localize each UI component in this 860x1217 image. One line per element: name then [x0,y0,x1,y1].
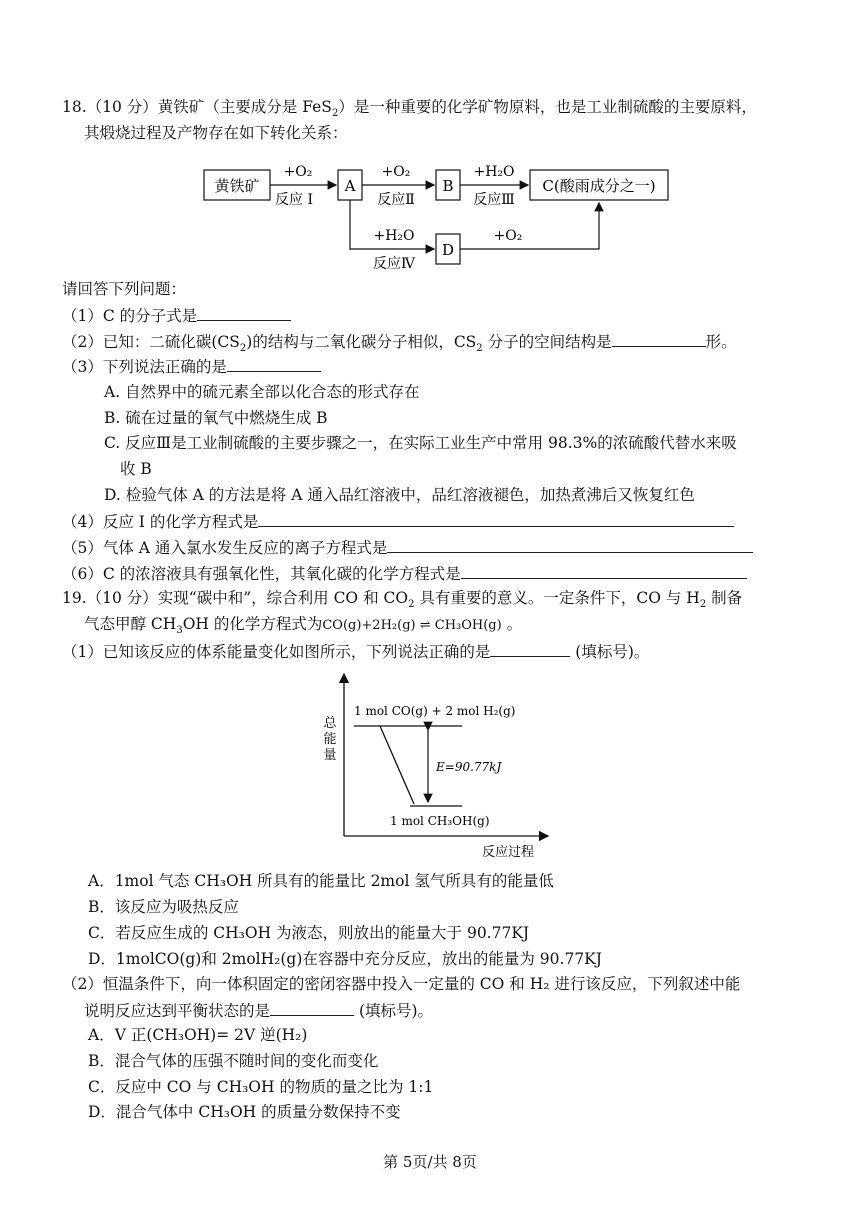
q18-prompt: 请回答下列问题： [62,280,187,298]
label-r2: 反应Ⅱ [377,192,415,208]
q18-part5: （5）气体 A 通入氯水发生反应的离子方程式是 [62,536,753,559]
q19-line2: 气态甲醇 $CH_3OH$ 的化学方程式为CO(g)+2H₂(g) ⇌ CH₃OH(g) 。 [84,615,523,637]
q19-2-option-d: D．混合气体中 CH₃OH 的质量分数保持不变 [88,1103,401,1121]
answer-blank [461,562,747,579]
box-d-label: D [441,241,455,259]
q18-option-a: A. 自然界中的硫元素全部以化合态的形式存在 [104,383,420,401]
q18-header: 18.（10 分）黄铁矿（主要成分是 FeS$_2$）是一种重要的化学矿物原料，也是工业制硫酸的主要原料， [62,98,757,120]
q18-option-b: B. 硫在过量的氧气中燃烧生成 B [104,409,328,427]
x-label: 反应过程 [481,845,535,860]
y-label-1: 总 [323,716,337,731]
label-h2o-2: +H₂O [373,228,415,244]
answer-blank [612,330,706,347]
q19-header: 19.（10 分）实现“碳中和”，综合利用 CO 和 $CO_2$ 具有重要的意义。一定条件下，CO 与 $H_2$ 制备 [62,589,743,611]
q18-option-c: C. 反应Ⅲ是工业制硫酸的主要步骤之一，在实际工业生产中常用 98.3%的浓硫酸代替水来吸 [104,434,737,452]
q19-1-option-c: C．若反应生成的 CH₃OH 为液态，则放出的能量大于 90.77KJ [88,924,530,942]
energy-diagram [310,668,570,864]
q19-part2-cont: 说明反应达到平衡状态的是 (填标号)。 [84,999,433,1022]
answer-blank [197,304,291,321]
q19-1-option-b: B．该反应为吸热反应 [88,898,239,916]
answer-blank [387,536,753,553]
label-r4: 反应Ⅳ [373,256,415,272]
q18-part6: （6）C 的浓溶液具有强氧化性，其氧化碳的化学方程式是 [62,562,747,585]
page-footer: 第 5页/共 8页 [383,1153,477,1171]
q19-2-option-a: A．V 正(CH₃OH)= 2V 逆(H₂) [88,1026,308,1044]
energy-label: E=90.77kJ [436,760,502,774]
box-b-label: B [442,177,454,195]
q19-2-option-b: B．混合气体的压强不随时间的变化而变化 [88,1052,379,1070]
box-c-label: C(酸雨成分之一) [542,177,656,195]
q18-option-c-cont: 收 B [120,460,152,478]
q18-flow-diagram [190,150,690,280]
q19-part2: （2）恒温条件下，向一体积固定的密闭容器中投入一定量的 CO 和 H₂ 进行该反应，下列叙述中能 [62,975,741,993]
answer-blank [258,510,734,527]
descent-line [380,726,414,804]
q19-part1: （1）已知该反应的体系能量变化如图所示，下列说法正确的是 (填标号)。 [62,640,649,663]
q18-part2: （2）已知：二硫化碳$(CS_2)$的结构与二氧化碳分子相似，$CS_2$ 分子的空间结构是 形。 [62,330,737,353]
q19-1-option-d: D．1molCO(g)和 2molH₂(g)在容器中充分反应，放出的能量为 90.77KJ [88,950,602,968]
q18-part1: （1）C 的分子式是 [62,304,291,327]
answer-blank [270,999,354,1016]
q18-intro: 其煅烧过程及产物存在如下转化关系： [84,124,348,142]
label-o2-2: +O₂ [381,164,411,180]
q18-part4: （4）反应 I 的化学方程式是 [62,510,734,533]
q19-2-option-c: C．反应中 CO 与 CH₃OH 的物质的量之比为 1:1 [88,1078,434,1096]
y-label-2: 能 [323,732,337,747]
label-o2-3: +O₂ [493,228,523,244]
box-a-label: A [344,177,356,195]
label-r1: 反应 I [275,192,313,208]
answer-blank [227,355,321,372]
bottom-level-label: 1 mol CH₃OH(g) [390,814,490,828]
arrow-d-to-c [460,203,599,249]
q18-part3: （3）下列说法正确的是 [62,355,321,378]
box-pyrite-label: 黄铁矿 [214,177,260,195]
q19-1-option-a: A．1mol 气态 CH₃OH 所具有的能量比 2mol 氢气所具有的能量低 [88,872,554,890]
y-label-3: 量 [323,748,337,763]
label-o2-1: +O₂ [283,164,313,180]
label-h2o-1: +H₂O [473,164,515,180]
q18-option-d: D. 检验气体 A 的方法是将 A 通入品红溶液中，品红溶液褪色，加热煮沸后又恢复红色 [104,486,695,504]
label-r3: 反应Ⅲ [473,192,515,208]
top-level-label: 1 mol CO(g) + 2 mol H₂(g) [354,704,516,718]
answer-blank [490,640,570,657]
